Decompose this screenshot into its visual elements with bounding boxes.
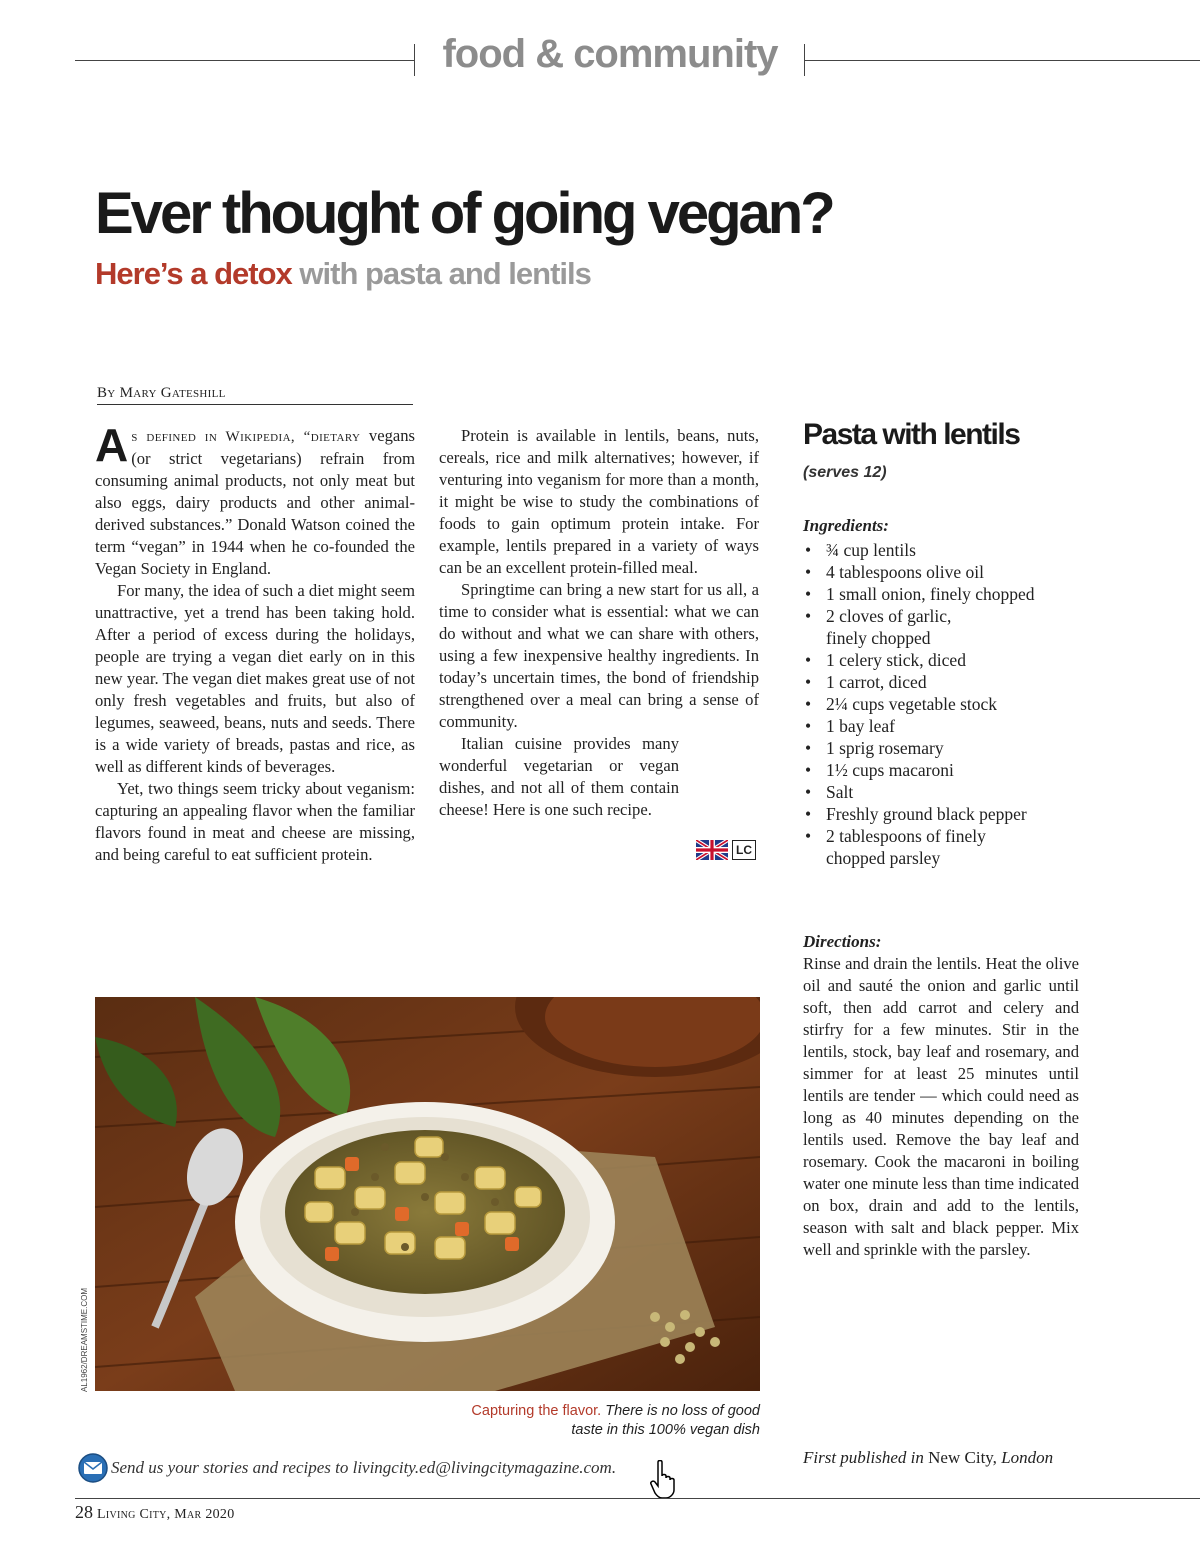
ingredient-item: • ¾ cup lentils (803, 539, 1093, 561)
first-published-publication: New City, (928, 1448, 997, 1467)
ingredient-item: • 2 tablespoons of finely chopped parsley (803, 825, 1026, 869)
recipe-serves: (serves 12) (803, 464, 887, 481)
recipe-title: Pasta with lentils (803, 418, 1020, 451)
footer-rule (75, 1498, 1200, 1499)
subtitle-red: Here’s a detox (95, 256, 292, 291)
publication-name: Living City, Mar 2020 (97, 1507, 235, 1522)
article-subtitle (95, 256, 591, 292)
uk-flag-icon (696, 840, 728, 860)
article-paragraph: Yet, two things seem tricky about veganism: capturing an appealing flavor when the familiar flavors found in meat and cheese are missing, and being careful to eat sufficient protein. (95, 779, 415, 864)
article-column-1 (95, 419, 415, 866)
ingredient-item: • 4 tablespoons olive oil (803, 561, 1093, 583)
ingredient-item: • 1½ cups macaroni (803, 759, 1093, 781)
ingredient-item: • 2¼ cups vegetable stock (803, 693, 1093, 715)
subtitle-gray: with pasta and lentils (291, 256, 591, 291)
page-number: 28 (75, 1502, 93, 1522)
ingredient-item: • 1 carrot, diced (803, 671, 1093, 693)
lead-text: vegans (or strict vegetarians) refrain from consuming animal products, not only meat but also eggs, dairy products and other animal-derived substances.” Donald Watson coined the term “vegan” in 1944 when he co-founded the Vegan Society in England. (95, 426, 415, 578)
article-paragraph: Italian cuisine provides many wonderful vegetarian or vegan dishes, and not all of them contain cheese! Here is one such recipe. (439, 734, 679, 819)
section-title: food & community (442, 32, 778, 76)
lc-end-mark-icon: LC (732, 840, 756, 860)
first-published-city: London (996, 1448, 1054, 1467)
header-rule-right (805, 60, 1200, 61)
ingredient-item: • 2 cloves of garlic, finely chopped (803, 605, 976, 649)
submission-invite[interactable]: Send us your stories and recipes to livingcity.ed@livingcitymagazine.com. (111, 1458, 617, 1477)
lead-paragraph (95, 419, 415, 580)
article-paragraph: For many, the idea of such a diet might seem unattractive, yet a trend has been taking hold. After a period of excess during the holidays, people are trying a vegan diet early on in this new year. The vegan diet makes great use of not only fresh vegetables and fruits, but also of legumes, seaweed, beans, nuts and seeds. There is a wide variety of breads, pastas and rice, as well as different kinds of beverages. (95, 581, 415, 776)
drop-cap: A (95, 419, 129, 471)
end-marks (696, 840, 756, 860)
header-tick-left (414, 44, 415, 76)
mail-icon[interactable] (77, 1453, 109, 1483)
article-column-2 (439, 425, 759, 821)
ingredients-heading: Ingredients: (803, 516, 889, 535)
lead-smallcaps: s defined in Wikipedia, “dietary (131, 429, 361, 445)
first-published-note (803, 1448, 1053, 1468)
page-folio (75, 1502, 235, 1523)
byline: By Mary Gateshill (97, 385, 413, 405)
caption-text: There is no loss of good taste in this 100% vegan dish (571, 1403, 760, 1438)
ingredient-item: • 1 celery stick, diced (803, 649, 1093, 671)
pasta-dish-photo (95, 997, 760, 1391)
ingredient-item: • Salt (803, 781, 1093, 803)
pasta-bowl-illustration (95, 997, 760, 1391)
directions-heading: Directions: (803, 932, 882, 951)
hand-cursor-icon (650, 1460, 678, 1500)
photo-credit-text: AL1962/DREAMSTIME.COM (80, 1287, 89, 1392)
photo-caption (440, 1402, 760, 1440)
caption-lead: Capturing the flavor. (471, 1403, 602, 1419)
article-title: Ever thought of going vegan? (95, 181, 833, 246)
ingredient-item: • Freshly ground black pepper (803, 803, 1093, 825)
ingredient-item: • 1 small onion, finely chopped (803, 583, 1093, 605)
article-paragraph: Springtime can bring a new start for us all, a time to consider what is essential: what we can do without and what we can share with others, using a few inexpensive healthy ingredients. In today’s uncertain times, the bond of friendship strengthened over a meal can bring a sense of community. (439, 580, 759, 731)
photo-credit (76, 1287, 96, 1396)
ingredients-list (803, 539, 1093, 869)
header-rule-left (75, 60, 415, 61)
first-published-label: First published in (803, 1448, 929, 1467)
article-paragraph: Protein is available in lentils, beans, nuts, cereals, rice and milk alternatives; however, if venturing into veganism for more than a month, it might be wise to study the combinations of foods to gain optimum protein intake. For example, lentils prepared in a variety of ways can be an excellent protein-filled meal. (439, 426, 759, 577)
directions-text: Rinse and drain the lentils. Heat the olive oil and sauté the onion and garlic until soft, then add carrot and celery and stirfry for a few minutes. Stir in the lentils, stock, bay leaf and rosemary, and simmer for at least 25 minutes until lentils are tender — which could need as long as 40 minutes depending on the lentils used. Remove the bay leaf and rosemary. Cook the macaroni in boiling water one minute less than time indicated on box, drain and add to the lentils, season with salt and black pepper. Mix well and sprinkle with the parsley. (803, 954, 1079, 1259)
ingredient-item: • 1 sprig rosemary (803, 737, 1093, 759)
ingredient-item: • 1 bay leaf (803, 715, 1093, 737)
